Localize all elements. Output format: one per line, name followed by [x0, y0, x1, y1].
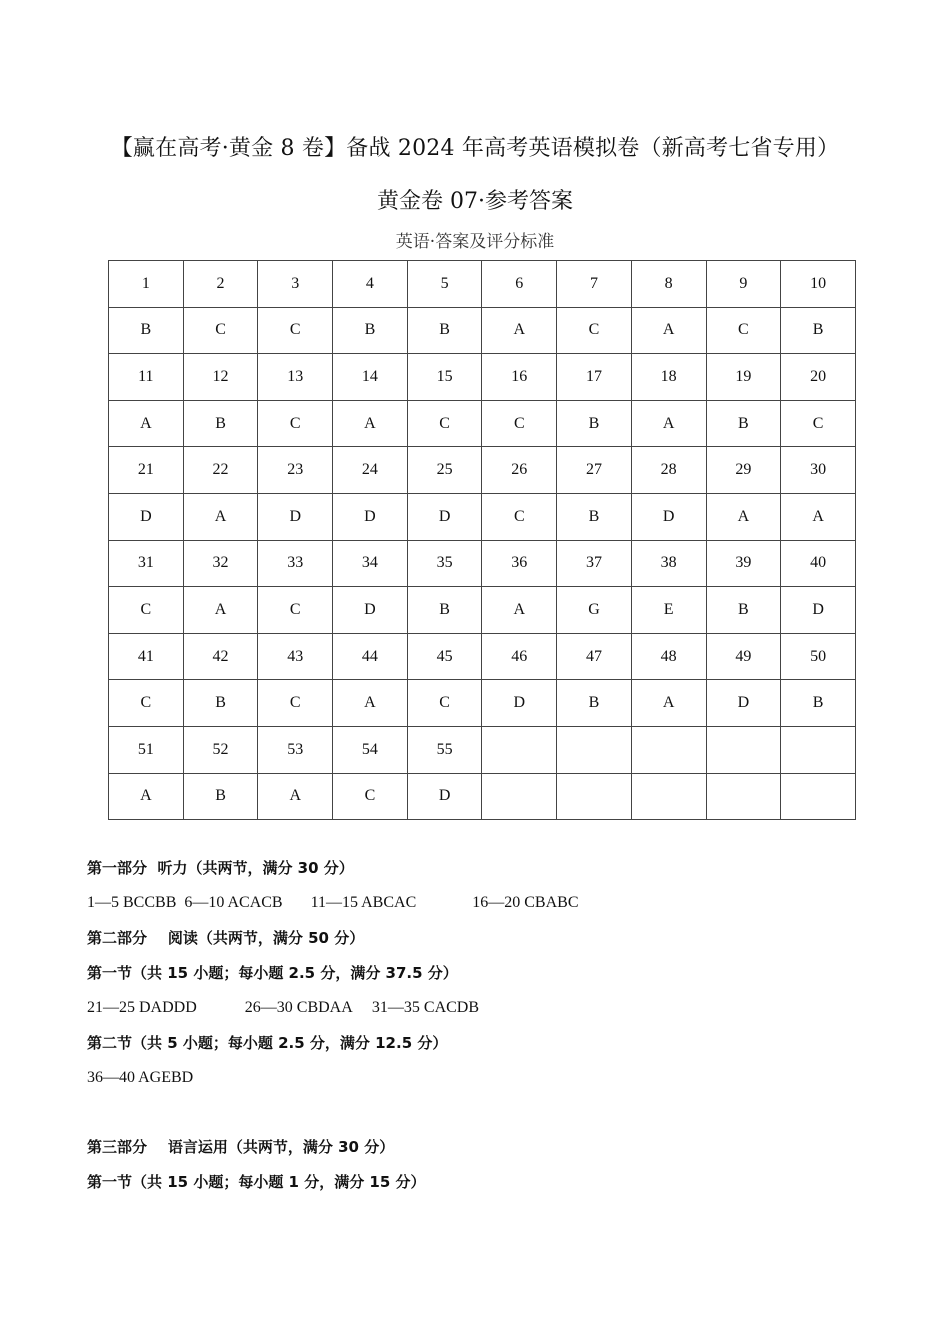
question-number-cell: [631, 726, 706, 773]
question-number-cell: 46: [482, 633, 557, 680]
question-number-row: [109, 447, 856, 494]
answer-cell: B: [407, 587, 482, 634]
question-number-cell: 51: [109, 726, 184, 773]
question-number-cell: 32: [183, 540, 258, 587]
answer-cell: A: [183, 493, 258, 540]
document-caption: 英语·答案及评分标准: [395, 232, 555, 252]
document-subtitle: 黄金卷 07·参考答案: [377, 189, 573, 214]
question-number-cell: 8: [631, 261, 706, 308]
answer-cell: A: [333, 680, 408, 727]
answer-cell: D: [109, 493, 184, 540]
question-number-row: [109, 633, 856, 680]
question-number-cell: 36: [482, 540, 557, 587]
question-number-cell: 48: [631, 633, 706, 680]
answer-cell: C: [557, 307, 632, 354]
answer-cell: [482, 773, 557, 820]
question-number-cell: 29: [706, 447, 781, 494]
answer-cell: D: [333, 493, 408, 540]
question-number-row: [109, 540, 856, 587]
question-number-row: [109, 261, 856, 308]
answer-cell: A: [482, 587, 557, 634]
answer-cell: B: [333, 307, 408, 354]
scoring-notes: [87, 852, 887, 1201]
part1-heading: 第一部分 听力（共两节，满分 30 分）: [87, 859, 354, 877]
answer-cell: A: [631, 400, 706, 447]
part2-section1-heading: 第一节（共 15 小题；每小题 2.5 分，满分 37.5 分）: [87, 964, 458, 982]
answer-cell: A: [781, 493, 856, 540]
answer-row: [109, 773, 856, 820]
question-number-cell: 1: [109, 261, 184, 308]
question-number-cell: 30: [781, 447, 856, 494]
question-number-cell: 26: [482, 447, 557, 494]
answer-cell: C: [109, 587, 184, 634]
answer-cell: C: [109, 680, 184, 727]
answer-cell: C: [706, 307, 781, 354]
answer-cell: B: [557, 493, 632, 540]
question-number-cell: 52: [183, 726, 258, 773]
answer-cell: C: [258, 680, 333, 727]
answer-cell: B: [183, 680, 258, 727]
question-number-cell: 21: [109, 447, 184, 494]
question-number-cell: 19: [706, 354, 781, 401]
question-number-cell: 50: [781, 633, 856, 680]
question-number-cell: 49: [706, 633, 781, 680]
answer-cell: D: [407, 493, 482, 540]
answer-row: [109, 587, 856, 634]
answer-cell: A: [631, 307, 706, 354]
answer-cell: C: [482, 400, 557, 447]
answer-cell: [631, 773, 706, 820]
answer-cell: A: [631, 680, 706, 727]
answer-row: [109, 307, 856, 354]
part3-heading: 第三部分 语言运用（共两节，满分 30 分）: [87, 1138, 395, 1156]
question-number-cell: 55: [407, 726, 482, 773]
answer-cell: B: [557, 400, 632, 447]
question-number-cell: 14: [333, 354, 408, 401]
question-number-cell: [706, 726, 781, 773]
question-number-cell: 10: [781, 261, 856, 308]
question-number-row: [109, 726, 856, 773]
answer-cell: B: [706, 400, 781, 447]
question-number-cell: 17: [557, 354, 632, 401]
question-number-cell: 9: [706, 261, 781, 308]
answer-cell: C: [407, 680, 482, 727]
answer-cell: C: [183, 307, 258, 354]
question-number-cell: 15: [407, 354, 482, 401]
question-number-cell: [557, 726, 632, 773]
question-number-cell: 7: [557, 261, 632, 308]
answer-cell: E: [631, 587, 706, 634]
question-number-cell: 22: [183, 447, 258, 494]
answer-cell: B: [109, 307, 184, 354]
answer-cell: C: [482, 493, 557, 540]
question-number-cell: 4: [333, 261, 408, 308]
question-number-cell: 53: [258, 726, 333, 773]
answer-table: [108, 260, 856, 820]
part3-section1-heading: 第一节（共 15 小题；每小题 1 分，满分 15 分）: [87, 1173, 426, 1191]
question-number-row: [109, 354, 856, 401]
question-number-cell: [781, 726, 856, 773]
answer-cell: D: [706, 680, 781, 727]
question-number-cell: 12: [183, 354, 258, 401]
question-number-cell: 43: [258, 633, 333, 680]
answer-cell: [557, 773, 632, 820]
answer-cell: B: [557, 680, 632, 727]
question-number-cell: 47: [557, 633, 632, 680]
question-number-cell: 3: [258, 261, 333, 308]
question-number-cell: 16: [482, 354, 557, 401]
question-number-cell: 18: [631, 354, 706, 401]
answer-table-body: [109, 261, 856, 820]
question-number-cell: 6: [482, 261, 557, 308]
answer-cell: B: [781, 307, 856, 354]
question-number-cell: 38: [631, 540, 706, 587]
answer-cell: [781, 773, 856, 820]
answer-cell: B: [781, 680, 856, 727]
answer-cell: C: [258, 400, 333, 447]
question-number-cell: 39: [706, 540, 781, 587]
answer-cell: A: [109, 400, 184, 447]
question-number-cell: [482, 726, 557, 773]
part2-heading: 第二部分 阅读（共两节，满分 50 分）: [87, 929, 365, 947]
answer-row: [109, 400, 856, 447]
answer-cell: C: [333, 773, 408, 820]
question-number-cell: 45: [407, 633, 482, 680]
question-number-cell: 34: [333, 540, 408, 587]
answer-cell: C: [258, 307, 333, 354]
answer-cell: B: [183, 773, 258, 820]
answer-cell: C: [781, 400, 856, 447]
question-number-cell: 5: [407, 261, 482, 308]
answer-cell: [706, 773, 781, 820]
question-number-cell: 41: [109, 633, 184, 680]
question-number-cell: 44: [333, 633, 408, 680]
question-number-cell: 25: [407, 447, 482, 494]
question-number-cell: 37: [557, 540, 632, 587]
question-number-cell: 42: [183, 633, 258, 680]
question-number-cell: 20: [781, 354, 856, 401]
part2-section1-answers: 21—25 DADDD 26—30 CBDAA 31—35 CACDB: [87, 999, 480, 1016]
answer-cell: A: [333, 400, 408, 447]
answer-cell: D: [482, 680, 557, 727]
answer-cell: A: [109, 773, 184, 820]
question-number-cell: 54: [333, 726, 408, 773]
answer-row: [109, 493, 856, 540]
question-number-cell: 33: [258, 540, 333, 587]
answer-cell: D: [781, 587, 856, 634]
answer-cell: D: [407, 773, 482, 820]
question-number-cell: 13: [258, 354, 333, 401]
part1-answers: 1—5 BCCBB 6—10 ACACB 11—15 ABCAC 16—20 CBABC: [87, 894, 579, 911]
question-number-cell: 31: [109, 540, 184, 587]
answer-cell: D: [333, 587, 408, 634]
part2-section2-answers: 36—40 AGEBD: [87, 1069, 194, 1086]
answer-row: [109, 680, 856, 727]
question-number-cell: 23: [258, 447, 333, 494]
question-number-cell: 27: [557, 447, 632, 494]
answer-cell: D: [258, 493, 333, 540]
answer-cell: C: [407, 400, 482, 447]
answer-cell: B: [706, 587, 781, 634]
answer-cell: A: [258, 773, 333, 820]
answer-cell: C: [258, 587, 333, 634]
answer-cell: A: [706, 493, 781, 540]
part2-section2-heading: 第二节（共 5 小题；每小题 2.5 分，满分 12.5 分）: [87, 1034, 448, 1052]
answer-cell: B: [183, 400, 258, 447]
question-number-cell: 11: [109, 354, 184, 401]
question-number-cell: 2: [183, 261, 258, 308]
answer-cell: A: [183, 587, 258, 634]
answer-cell: B: [407, 307, 482, 354]
answer-cell: A: [482, 307, 557, 354]
answer-cell: D: [631, 493, 706, 540]
question-number-cell: 35: [407, 540, 482, 587]
question-number-cell: 28: [631, 447, 706, 494]
answer-cell: G: [557, 587, 632, 634]
question-number-cell: 40: [781, 540, 856, 587]
question-number-cell: 24: [333, 447, 408, 494]
document-title: 【赢在高考·黄金 8 卷】备战 2024 年高考英语模拟卷（新高考七省专用）: [110, 136, 840, 161]
